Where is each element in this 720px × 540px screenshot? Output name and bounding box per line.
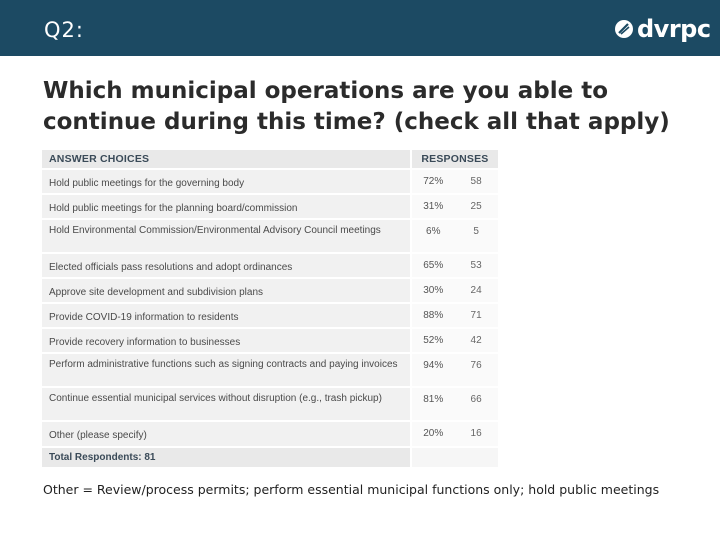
response-count: 16: [454, 421, 498, 447]
answer-choice: Other (please specify): [42, 421, 411, 447]
answer-choice: Hold public meetings for the governing body: [42, 169, 411, 194]
dvrpc-logo: [614, 14, 711, 44]
logo-text: dvrpc: [637, 15, 711, 43]
answer-choices-header: ANSWER CHOICES: [49, 153, 150, 165]
response-count: 5: [454, 219, 498, 253]
total-row: [42, 447, 498, 467]
table-row: [42, 194, 498, 219]
response-count: 25: [454, 194, 498, 219]
table-row: [42, 253, 498, 278]
table-row: [42, 328, 498, 353]
response-percent: 81%: [411, 387, 454, 421]
responses-header: RESPONSES: [411, 150, 498, 169]
table-row: [42, 353, 498, 387]
response-percent: 88%: [411, 303, 454, 328]
response-count: 66: [454, 387, 498, 421]
response-count: 24: [454, 278, 498, 303]
response-percent: 30%: [411, 278, 454, 303]
response-percent: 72%: [411, 169, 454, 194]
answer-choice: Perform administrative functions such as signing contracts and paying invoices: [42, 353, 411, 387]
response-percent: 65%: [411, 253, 454, 278]
response-count: 58: [454, 169, 498, 194]
response-percent: 31%: [411, 194, 454, 219]
table-row: [42, 278, 498, 303]
response-percent: 94%: [411, 353, 454, 387]
other-footnote: Other = Review/process permits; perform essential municipal functions only; hold public meetings: [43, 482, 660, 497]
table-header: [42, 150, 498, 169]
answer-choice: Provide recovery information to businesses: [42, 328, 411, 353]
header-bar: [0, 0, 720, 56]
response-percent: 52%: [411, 328, 454, 353]
table-row: [42, 303, 498, 328]
table-row: [42, 219, 498, 253]
table-row: [42, 387, 498, 421]
question-title: Which municipal operations are you able to continue during this time? (check all that apply): [43, 78, 670, 135]
responses-table: [42, 150, 498, 467]
dvrpc-logo-icon: [614, 19, 634, 39]
answer-choice: Hold Environmental Commission/Environmental Advisory Council meetings: [42, 219, 411, 253]
table-row: [42, 169, 498, 194]
table-row: [42, 421, 498, 447]
answer-choice: Approve site development and subdivision plans: [42, 278, 411, 303]
response-count: 71: [454, 303, 498, 328]
response-count: 53: [454, 253, 498, 278]
answer-choice: Elected officials pass resolutions and adopt ordinances: [42, 253, 411, 278]
response-count: 76: [454, 353, 498, 387]
slide-number: Q2:: [44, 18, 84, 42]
response-percent: 20%: [411, 421, 454, 447]
answer-choice: Hold public meetings for the planning board/commission: [42, 194, 411, 219]
response-percent: 6%: [411, 219, 454, 253]
answer-choice: Continue essential municipal services without disruption (e.g., trash pickup): [42, 387, 411, 421]
total-blank-cell: [411, 447, 498, 467]
answer-choice: Provide COVID-19 information to residents: [42, 303, 411, 328]
total-respondents: Total Respondents: 81: [42, 447, 411, 467]
response-count: 42: [454, 328, 498, 353]
